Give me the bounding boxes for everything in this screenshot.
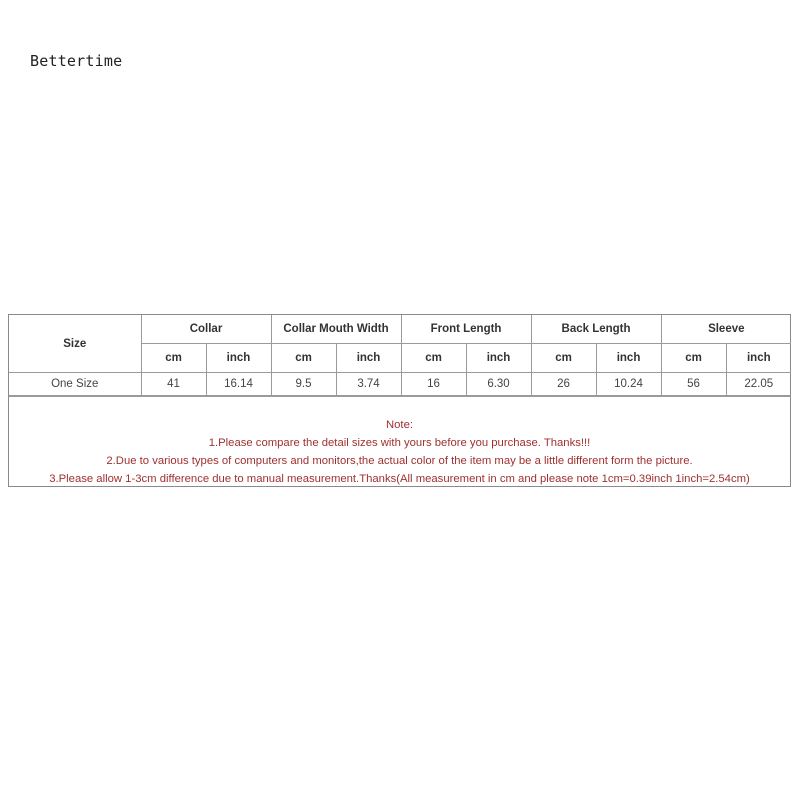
back-length-cm-cell: 26 <box>531 373 596 396</box>
unit-cell: inch <box>726 344 791 373</box>
front-length-inch-cell: 6.30 <box>466 373 531 396</box>
size-cell: One Size <box>9 373 141 396</box>
unit-cell: inch <box>206 344 271 373</box>
note-line-1: 1.Please compare the detail sizes with yours before you purchase. Thanks!!! <box>208 437 591 449</box>
back-length-inch-cell: 10.24 <box>596 373 661 396</box>
size-column-header: Size <box>9 315 141 373</box>
note-line-3: 3.Please allow 1-3cm difference due to manual measurement.Thanks(All measurement in cm and please note 1cm=0.39inch 1inch=2.54cm) <box>49 473 750 485</box>
brand-name: Bettertime <box>30 52 123 70</box>
sleeve-cm-cell: 56 <box>661 373 726 396</box>
unit-cell: inch <box>336 344 401 373</box>
unit-cell: cm <box>661 344 726 373</box>
notes-section <box>9 396 790 486</box>
unit-cell: inch <box>466 344 531 373</box>
unit-cell: inch <box>596 344 661 373</box>
unit-cell: cm <box>531 344 596 373</box>
note-title: Note: <box>385 419 413 431</box>
table-header-row <box>9 315 791 344</box>
front-length-header: Front Length <box>401 315 531 344</box>
sleeve-inch-cell: 22.05 <box>726 373 791 396</box>
unit-cell: cm <box>271 344 336 373</box>
collar-mouth-width-cm-cell: 9.5 <box>271 373 336 396</box>
unit-cell: cm <box>141 344 206 373</box>
collar-header: Collar <box>141 315 271 344</box>
size-table <box>9 315 791 396</box>
back-length-header: Back Length <box>531 315 661 344</box>
front-length-cm-cell: 16 <box>401 373 466 396</box>
table-row <box>9 373 791 396</box>
collar-mouth-width-inch-cell: 3.74 <box>336 373 401 396</box>
collar-cm-cell: 41 <box>141 373 206 396</box>
size-chart <box>8 314 791 487</box>
note-line-2: 2.Due to various types of computers and monitors,the actual color of the item may be a little different form the picture. <box>106 455 693 467</box>
collar-inch-cell: 16.14 <box>206 373 271 396</box>
collar-mouth-width-header: Collar Mouth Width <box>271 315 401 344</box>
unit-cell: cm <box>401 344 466 373</box>
sleeve-header: Sleeve <box>661 315 791 344</box>
